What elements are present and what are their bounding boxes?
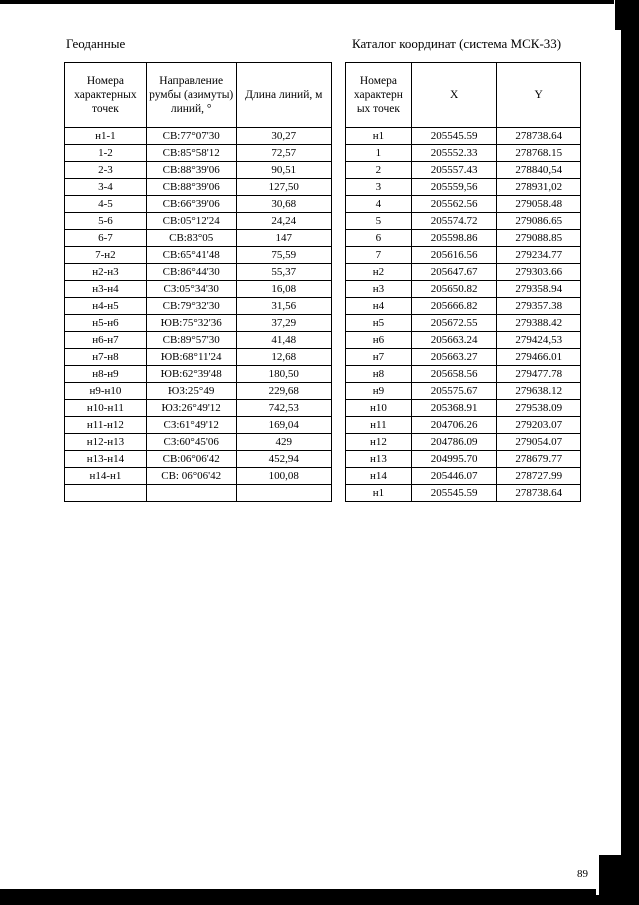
geodata-table-row bbox=[65, 162, 332, 179]
segment-cell: н9-н10 bbox=[65, 383, 147, 400]
catalog-table-row bbox=[346, 179, 581, 196]
y-coordinate-cell: 279058.48 bbox=[497, 196, 581, 213]
point-cell: н4 bbox=[346, 298, 412, 315]
point-cell: н3 bbox=[346, 281, 412, 298]
direction-cell: ЮЗ:26°49'12 bbox=[146, 400, 236, 417]
geodata-table-row bbox=[65, 315, 332, 332]
x-coordinate-cell: 205598.86 bbox=[411, 230, 497, 247]
y-coordinate-cell: 278931,02 bbox=[497, 179, 581, 196]
y-coordinate-cell: 279466.01 bbox=[497, 349, 581, 366]
geodata-table-row bbox=[65, 332, 332, 349]
segment-cell: н4-н5 bbox=[65, 298, 147, 315]
x-coordinate-cell: 205574.72 bbox=[411, 213, 497, 230]
direction-cell: ЮВ:68°11'24 bbox=[146, 349, 236, 366]
x-coordinate-cell: 205666.82 bbox=[411, 298, 497, 315]
segment-cell: н13-н14 bbox=[65, 451, 147, 468]
scan-edge-bottom bbox=[0, 895, 639, 905]
length-cell: 41,48 bbox=[236, 332, 331, 349]
x-coordinate-cell: 205650.82 bbox=[411, 281, 497, 298]
segment-cell: 3-4 bbox=[65, 179, 147, 196]
catalog-title: Каталог координат (система МСК-33) bbox=[352, 36, 562, 51]
point-cell: н5 bbox=[346, 315, 412, 332]
point-cell: н12 bbox=[346, 434, 412, 451]
geodata-header-row bbox=[65, 63, 332, 128]
y-coordinate-cell: 278738.64 bbox=[497, 128, 581, 145]
geodata-table bbox=[64, 62, 332, 502]
length-cell: 24,24 bbox=[236, 213, 331, 230]
catalog-header-row bbox=[346, 63, 581, 128]
y-coordinate-cell: 279358.94 bbox=[497, 281, 581, 298]
scan-edge-right-corner bbox=[615, 0, 621, 30]
length-cell: 75,59 bbox=[236, 247, 331, 264]
length-cell: 16,08 bbox=[236, 281, 331, 298]
direction-cell: СВ:77°07'30 bbox=[146, 128, 236, 145]
catalog-table-row bbox=[346, 196, 581, 213]
length-cell: 30,27 bbox=[236, 128, 331, 145]
point-cell: 2 bbox=[346, 162, 412, 179]
x-coordinate-cell: 204786.09 bbox=[411, 434, 497, 451]
catalog-table-row bbox=[346, 383, 581, 400]
catalog-table-row bbox=[346, 145, 581, 162]
geodata-table-row bbox=[65, 400, 332, 417]
catalog-table-row bbox=[346, 315, 581, 332]
length-cell: 452,94 bbox=[236, 451, 331, 468]
geodata-table-row bbox=[65, 383, 332, 400]
direction-cell bbox=[146, 485, 236, 502]
segment-cell: н12-н13 bbox=[65, 434, 147, 451]
length-cell: 55,37 bbox=[236, 264, 331, 281]
point-cell: н1 bbox=[346, 128, 412, 145]
point-cell: н1 bbox=[346, 485, 412, 502]
catalog-table-row bbox=[346, 213, 581, 230]
length-cell: 147 bbox=[236, 230, 331, 247]
geodata-table-row bbox=[65, 264, 332, 281]
geodata-table-row bbox=[65, 468, 332, 485]
point-cell: 5 bbox=[346, 213, 412, 230]
geodata-table-row bbox=[65, 451, 332, 468]
catalog-table-row bbox=[346, 400, 581, 417]
catalog-table-row bbox=[346, 298, 581, 315]
y-coordinate-cell: 278727.99 bbox=[497, 468, 581, 485]
geodata-table-row bbox=[65, 298, 332, 315]
x-coordinate-cell: 205559,56 bbox=[411, 179, 497, 196]
y-coordinate-cell: 279357.38 bbox=[497, 298, 581, 315]
segment-cell: 6-7 bbox=[65, 230, 147, 247]
direction-cell: СВ:79°32'30 bbox=[146, 298, 236, 315]
geodata-header-length: Длина линий, м bbox=[236, 63, 331, 128]
x-coordinate-cell: 205616.56 bbox=[411, 247, 497, 264]
y-coordinate-cell: 278768.15 bbox=[497, 145, 581, 162]
scan-edge-top bbox=[0, 0, 614, 4]
catalog-header-points: Номера характерн ых точек bbox=[346, 63, 412, 128]
length-cell bbox=[236, 485, 331, 502]
x-coordinate-cell: 205545.59 bbox=[411, 128, 497, 145]
geodata-header-points: Номера характерных точек bbox=[65, 63, 147, 128]
geodata-table-row bbox=[65, 230, 332, 247]
catalog-header-x: X bbox=[411, 63, 497, 128]
page-number: 89 bbox=[577, 868, 588, 880]
direction-cell: СВ:89°57'30 bbox=[146, 332, 236, 349]
geodata-table-row bbox=[65, 434, 332, 451]
segment-cell: н1-1 bbox=[65, 128, 147, 145]
length-cell: 37,29 bbox=[236, 315, 331, 332]
y-coordinate-cell: 279234.77 bbox=[497, 247, 581, 264]
point-cell: 7 bbox=[346, 247, 412, 264]
x-coordinate-cell: 205368.91 bbox=[411, 400, 497, 417]
segment-cell: 4-5 bbox=[65, 196, 147, 213]
y-coordinate-cell: 279477.78 bbox=[497, 366, 581, 383]
catalog-table-row bbox=[346, 162, 581, 179]
x-coordinate-cell: 205552.33 bbox=[411, 145, 497, 162]
direction-cell: СВ:83°05 bbox=[146, 230, 236, 247]
y-coordinate-cell: 279054.07 bbox=[497, 434, 581, 451]
x-coordinate-cell: 205545.59 bbox=[411, 485, 497, 502]
direction-cell: СВ:06°06'42 bbox=[146, 451, 236, 468]
length-cell: 742,53 bbox=[236, 400, 331, 417]
direction-cell: СЗ:60°45'06 bbox=[146, 434, 236, 451]
geodata-table-row bbox=[65, 196, 332, 213]
catalog-table-row bbox=[346, 468, 581, 485]
catalog-table-row bbox=[346, 230, 581, 247]
point-cell: н11 bbox=[346, 417, 412, 434]
catalog-table-row bbox=[346, 417, 581, 434]
y-coordinate-cell: 279388.42 bbox=[497, 315, 581, 332]
coordinate-catalog-table bbox=[345, 62, 581, 502]
point-cell: н10 bbox=[346, 400, 412, 417]
segment-cell: н14-н1 bbox=[65, 468, 147, 485]
direction-cell: ЮВ:75°32'36 bbox=[146, 315, 236, 332]
geodata-table-row bbox=[65, 366, 332, 383]
y-coordinate-cell: 279086.65 bbox=[497, 213, 581, 230]
direction-cell: ЮЗ:25°49 bbox=[146, 383, 236, 400]
segment-cell: н5-н6 bbox=[65, 315, 147, 332]
point-cell: 6 bbox=[346, 230, 412, 247]
segment-cell: н8-н9 bbox=[65, 366, 147, 383]
geodata-table-body bbox=[65, 128, 332, 502]
geodata-table-row bbox=[65, 247, 332, 264]
geodata-table-row bbox=[65, 128, 332, 145]
point-cell: 3 bbox=[346, 179, 412, 196]
direction-cell: СЗ:61°49'12 bbox=[146, 417, 236, 434]
x-coordinate-cell: 205557.43 bbox=[411, 162, 497, 179]
segment-cell: 1-2 bbox=[65, 145, 147, 162]
geodata-table-row bbox=[65, 281, 332, 298]
segment-cell: н2-н3 bbox=[65, 264, 147, 281]
direction-cell: СВ:05°12'24 bbox=[146, 213, 236, 230]
y-coordinate-cell: 279538.09 bbox=[497, 400, 581, 417]
geodata-table-row bbox=[65, 145, 332, 162]
geodata-header-direction: Направление румбы (азимуты) линий, ° bbox=[146, 63, 236, 128]
direction-cell: СВ:85°58'12 bbox=[146, 145, 236, 162]
x-coordinate-cell: 205663.24 bbox=[411, 332, 497, 349]
catalog-table-row bbox=[346, 281, 581, 298]
length-cell: 100,08 bbox=[236, 468, 331, 485]
segment-cell: 7-н2 bbox=[65, 247, 147, 264]
length-cell: 90,51 bbox=[236, 162, 331, 179]
x-coordinate-cell: 205562.56 bbox=[411, 196, 497, 213]
geodata-title: Геоданные bbox=[66, 36, 126, 51]
length-cell: 30,68 bbox=[236, 196, 331, 213]
y-coordinate-cell: 279303.66 bbox=[497, 264, 581, 281]
length-cell: 127,50 bbox=[236, 179, 331, 196]
y-coordinate-cell: 278679.77 bbox=[497, 451, 581, 468]
catalog-table-row bbox=[346, 247, 581, 264]
y-coordinate-cell: 278738.64 bbox=[497, 485, 581, 502]
x-coordinate-cell: 204995.70 bbox=[411, 451, 497, 468]
x-coordinate-cell: 205672.55 bbox=[411, 315, 497, 332]
direction-cell: СЗ:05°34'30 bbox=[146, 281, 236, 298]
point-cell: н2 bbox=[346, 264, 412, 281]
geodata-table-row bbox=[65, 179, 332, 196]
y-coordinate-cell: 278840,54 bbox=[497, 162, 581, 179]
x-coordinate-cell: 205658.56 bbox=[411, 366, 497, 383]
length-cell: 169,04 bbox=[236, 417, 331, 434]
y-coordinate-cell: 279088.85 bbox=[497, 230, 581, 247]
y-coordinate-cell: 279203.07 bbox=[497, 417, 581, 434]
geodata-table-row bbox=[65, 485, 332, 502]
catalog-table-row bbox=[346, 349, 581, 366]
geodata-table-row bbox=[65, 213, 332, 230]
segment-cell: н6-н7 bbox=[65, 332, 147, 349]
catalog-header-y: Y bbox=[497, 63, 581, 128]
point-cell: н13 bbox=[346, 451, 412, 468]
catalog-table-row bbox=[346, 451, 581, 468]
geodata-table-row bbox=[65, 417, 332, 434]
direction-cell: СВ: 06°06'42 bbox=[146, 468, 236, 485]
point-cell: н9 bbox=[346, 383, 412, 400]
segment-cell: 5-6 bbox=[65, 213, 147, 230]
point-cell: н14 bbox=[346, 468, 412, 485]
segment-cell: н10-н11 bbox=[65, 400, 147, 417]
point-cell: н8 bbox=[346, 366, 412, 383]
segment-cell: 2-3 bbox=[65, 162, 147, 179]
y-coordinate-cell: 279638.12 bbox=[497, 383, 581, 400]
segment-cell: н3-н4 bbox=[65, 281, 147, 298]
length-cell: 31,56 bbox=[236, 298, 331, 315]
y-coordinate-cell: 279424,53 bbox=[497, 332, 581, 349]
catalog-table-row bbox=[346, 128, 581, 145]
length-cell: 229,68 bbox=[236, 383, 331, 400]
direction-cell: СВ:65°41'48 bbox=[146, 247, 236, 264]
catalog-table-row bbox=[346, 434, 581, 451]
point-cell: н7 bbox=[346, 349, 412, 366]
catalog-table-body bbox=[346, 128, 581, 502]
scan-edge-right bbox=[621, 0, 639, 905]
geodata-table-row bbox=[65, 349, 332, 366]
x-coordinate-cell: 205446.07 bbox=[411, 468, 497, 485]
point-cell: н6 bbox=[346, 332, 412, 349]
direction-cell: СВ:88°39'06 bbox=[146, 162, 236, 179]
length-cell: 72,57 bbox=[236, 145, 331, 162]
x-coordinate-cell: 205663.27 bbox=[411, 349, 497, 366]
direction-cell: ЮВ:62°39'48 bbox=[146, 366, 236, 383]
point-cell: 4 bbox=[346, 196, 412, 213]
scan-edge-bottom-inner bbox=[0, 889, 596, 895]
length-cell: 429 bbox=[236, 434, 331, 451]
segment-cell: н11-н12 bbox=[65, 417, 147, 434]
catalog-table-row bbox=[346, 332, 581, 349]
catalog-table-row bbox=[346, 264, 581, 281]
direction-cell: СВ:86°44'30 bbox=[146, 264, 236, 281]
direction-cell: СВ:66°39'06 bbox=[146, 196, 236, 213]
x-coordinate-cell: 205575.67 bbox=[411, 383, 497, 400]
segment-cell bbox=[65, 485, 147, 502]
length-cell: 180,50 bbox=[236, 366, 331, 383]
x-coordinate-cell: 205647.67 bbox=[411, 264, 497, 281]
point-cell: 1 bbox=[346, 145, 412, 162]
x-coordinate-cell: 204706.26 bbox=[411, 417, 497, 434]
catalog-table-row bbox=[346, 366, 581, 383]
scan-edge-corner bbox=[599, 855, 621, 895]
length-cell: 12,68 bbox=[236, 349, 331, 366]
segment-cell: н7-н8 bbox=[65, 349, 147, 366]
catalog-table-row bbox=[346, 485, 581, 502]
direction-cell: СВ:88°39'06 bbox=[146, 179, 236, 196]
